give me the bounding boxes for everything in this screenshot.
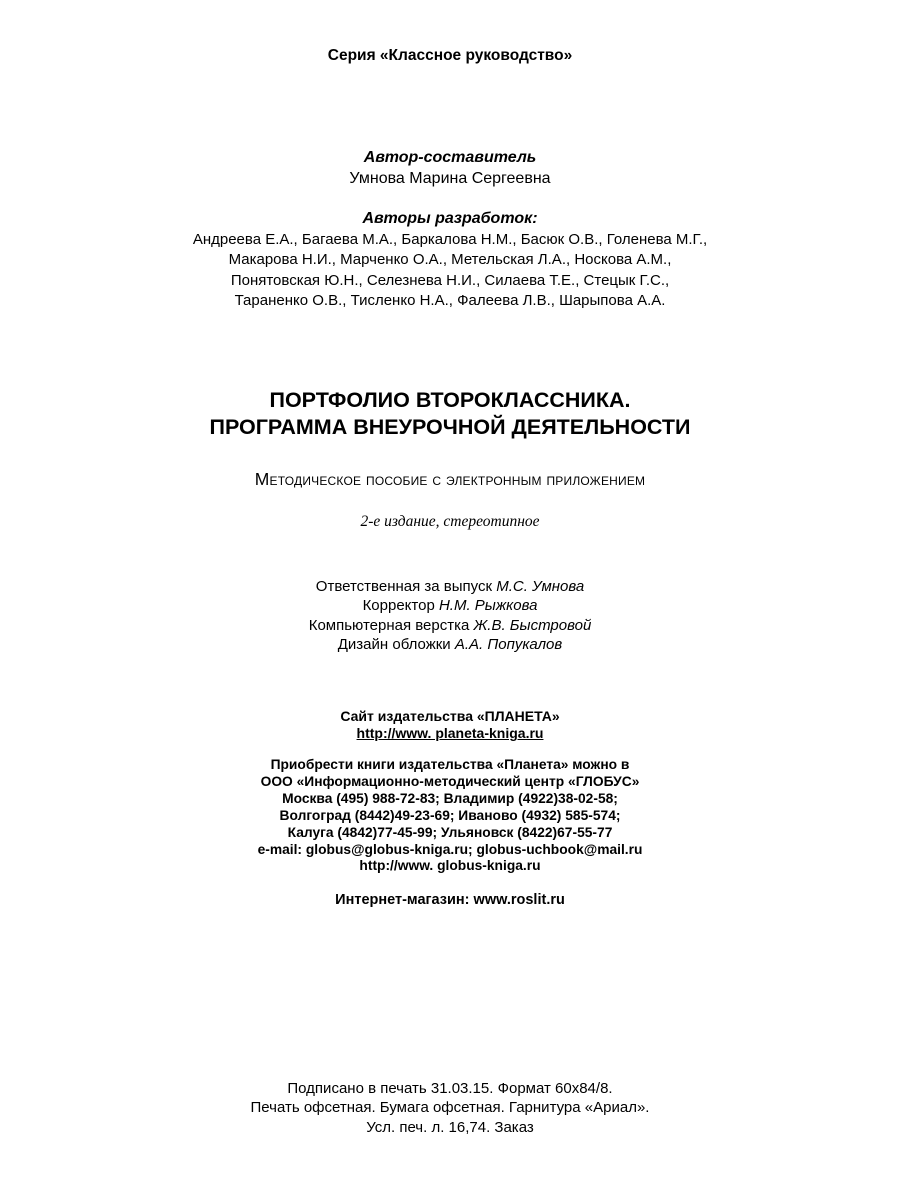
imprint-line: Печать офсетная. Бумага офсетная. Гарнитура «Ариал». <box>250 1099 650 1117</box>
book-title <box>0 387 900 441</box>
online-shop-link[interactable]: Интернет-магазин: www.roslit.ru <box>335 892 565 908</box>
credit-person: Ж.В. Быстровой <box>473 616 592 634</box>
credit-person: А.А. Попукалов <box>454 635 563 653</box>
publisher-site-wrapper <box>0 725 900 742</box>
credit-role: Компьютерная верстка <box>308 616 470 634</box>
subtitle-rest: етодическое пособие с электронным приложением <box>269 471 646 489</box>
purchase-line: Волгоград (8442)49-23-69; Иваново (4932) 585-574; <box>279 807 621 823</box>
publisher-site-label: Сайт издательства «ПЛАНЕТА» <box>340 708 560 724</box>
developers-line: Макарова Н.И., Марченко О.А., Метельская Л.А., Носкова А.М., <box>228 251 672 269</box>
imprint-line: Усл. печ. л. 16,74. Заказ <box>366 1118 534 1136</box>
purchase-line: Приобрести книги издательства «Планета» можно в <box>270 757 630 772</box>
purchase-website-link[interactable]: http://www. globus-kniga.ru <box>359 858 541 874</box>
publisher-site-block <box>0 708 900 743</box>
purchase-line: Москва (495) 988-72-83; Владимир (4922)38-02-58; <box>282 790 618 806</box>
developers-heading: Авторы разработок: <box>362 210 538 227</box>
credit-role: Ответственная за выпуск <box>315 578 493 595</box>
purchase-line: ООО «Информационно-методический центр «ГЛОБУС» <box>260 773 640 789</box>
developers-line: Понятовская Ю.Н., Селезнева Н.И., Силаева Т.Е., Стецык Г.С., <box>230 271 670 289</box>
credits-block <box>0 577 900 654</box>
imprint-line: Подписано в печать 31.03.15. Формат 60x84/8. <box>287 1080 613 1097</box>
credit-line <box>0 577 900 596</box>
developers-line: Тараненко О.В., Тисленко Н.А., Фалеева Л.В., Шарыпова А.А. <box>234 291 666 309</box>
credit-line <box>0 616 900 635</box>
author-name: Умнова Марина Сергеевна <box>349 170 551 187</box>
credit-person: Н.М. Рыжкова <box>438 597 538 615</box>
credit-role: Дизайн обложки <box>337 635 451 653</box>
subtitle-initial: М <box>254 469 270 489</box>
developers-list <box>0 230 900 311</box>
credit-person: М.С. Умнова <box>496 578 585 595</box>
book-title-line-1: ПОРТФОЛИО ВТОРОКЛАССНИКА. <box>269 388 631 412</box>
credit-line <box>0 635 900 654</box>
credit-line <box>0 596 900 615</box>
purchase-line: Калуга (4842)77-45-99; Ульяновск (8422)67-55-77 <box>287 824 613 840</box>
developers-line: Андреева Е.А., Багаева М.А., Баркалова Н.М., Басюк О.В., Голенева М.Г., <box>192 231 708 248</box>
book-title-line-2: ПРОГРАММА ВНЕУРОЧНОЙ ДЕЯТЕЛЬНОСТИ <box>209 415 691 439</box>
series-title: Серия «Классное руководство» <box>327 47 573 64</box>
purchase-info <box>0 757 900 875</box>
edition-note: 2-е издание, стереотипное <box>360 513 540 530</box>
purchase-email-line[interactable]: e-mail: globus@globus-kniga.ru; globus-uchbook@mail.ru <box>257 841 643 857</box>
book-subtitle <box>0 469 900 490</box>
credit-role: Корректор <box>362 597 435 615</box>
publisher-site-link[interactable]: http://www. planeta-kniga.ru <box>356 725 544 742</box>
author-heading: Автор-составитель <box>363 149 537 166</box>
imprint-block <box>0 1079 900 1137</box>
